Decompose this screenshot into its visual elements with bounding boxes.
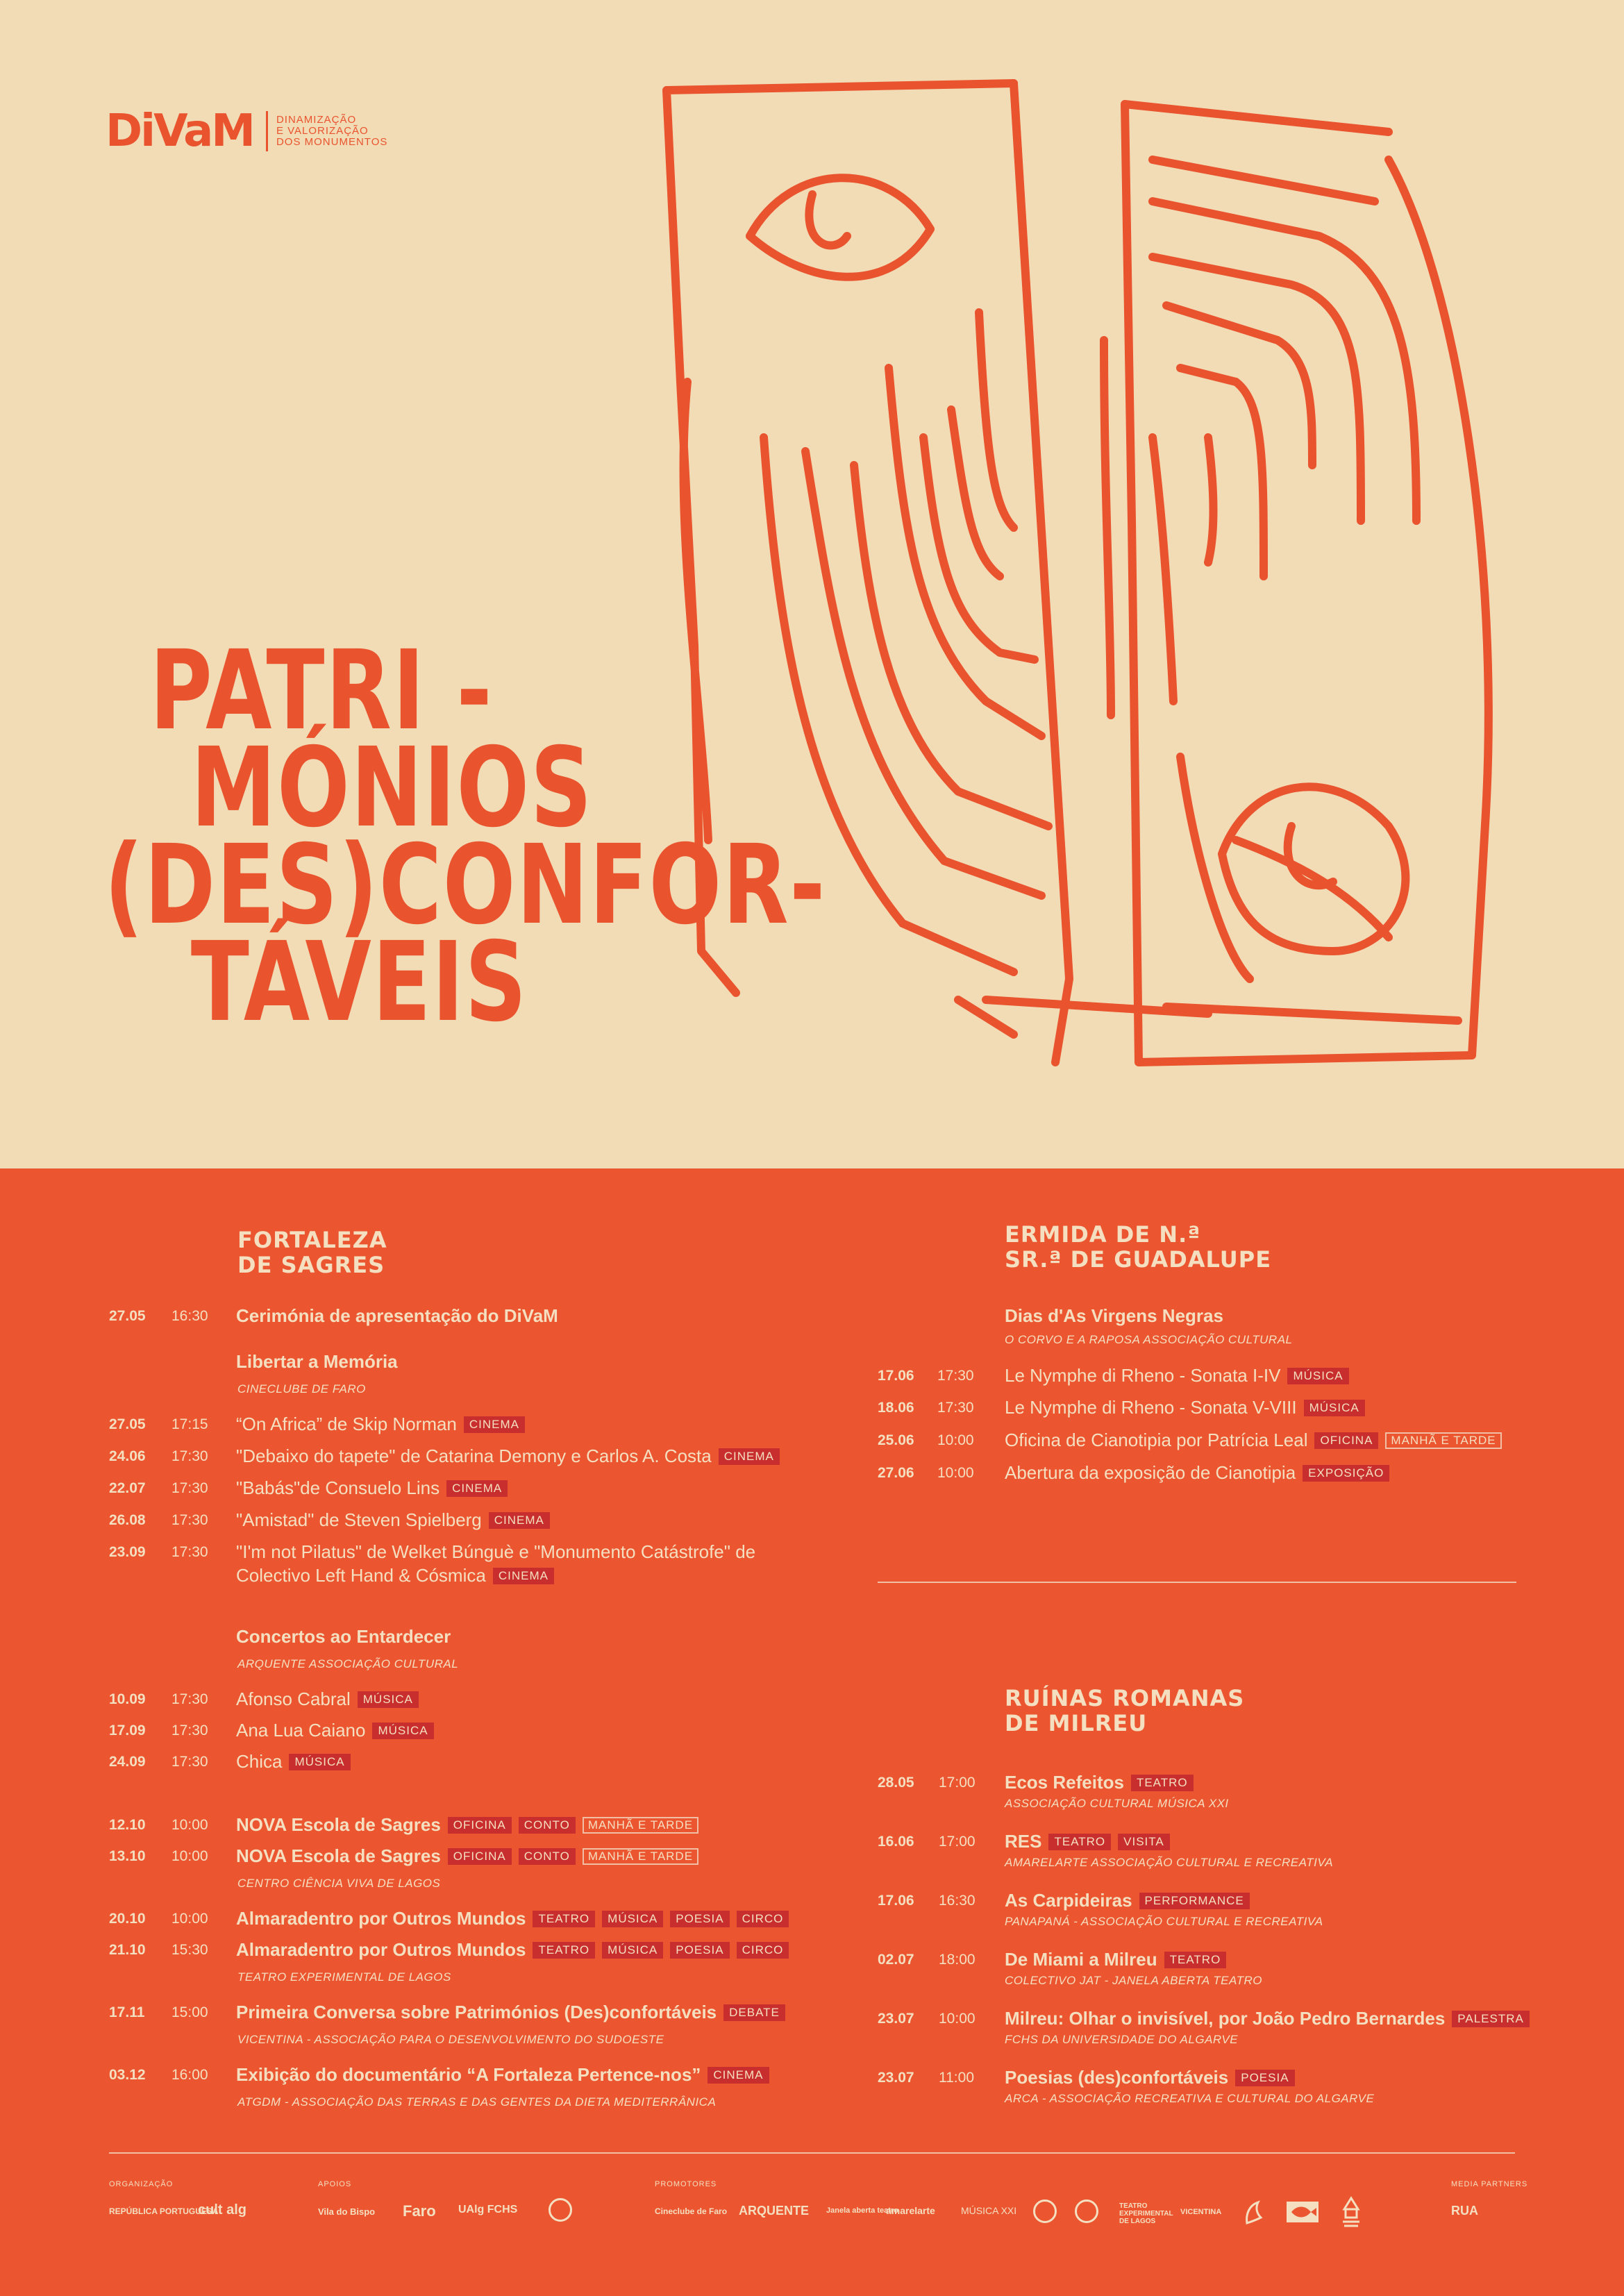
partner-badge-icon xyxy=(1075,2199,1098,2223)
event-title: Primeira Conversa sobre Patrimónios (Des)confortáveis xyxy=(236,2002,717,2022)
logo-tagline: DINAMIZAÇÃO E VALORIZAÇÃO DOS MONUMENTOS xyxy=(276,114,388,148)
event-row xyxy=(236,1751,351,1773)
bird-logo-icon xyxy=(1243,2199,1264,2226)
sagres-heading: FORTALEZA DE SAGRES xyxy=(237,1227,387,1278)
event-time: 17:00 xyxy=(939,1775,976,1791)
ualg-logo: UAlg FCHS xyxy=(458,2204,518,2215)
program-org: COLECTIVO JAT - JANELA ABERTA TEATRO xyxy=(1005,1974,1262,1987)
schedule-tag: MANHÃ E TARDE xyxy=(583,1817,698,1834)
footer-label-org: ORGANIZAÇÃO xyxy=(109,2180,174,2188)
event-time: 17:30 xyxy=(937,1400,974,1416)
program-title: Concertos ao Entardecer xyxy=(236,1626,451,1647)
event-date: 16.06 xyxy=(878,1834,914,1850)
event-date: 28.05 xyxy=(878,1775,914,1791)
event-row xyxy=(1005,1430,1502,1451)
section-divider xyxy=(878,1582,1516,1583)
janela-aberta-logo: Janela aberta teatro xyxy=(826,2206,898,2215)
vila-do-bispo-logo: Vila do Bispo xyxy=(318,2206,376,2217)
category-tag: TEATRO xyxy=(1131,1775,1194,1791)
event-title: NOVA Escola de Sagres xyxy=(236,1845,441,1866)
event-date: 02.07 xyxy=(878,1952,914,1968)
event-time: 16:00 xyxy=(171,2067,208,2083)
category-tag: CINEMA xyxy=(446,1480,508,1497)
event-row xyxy=(236,2064,769,2086)
event-date: 03.12 xyxy=(109,2067,146,2083)
event-time: 15:00 xyxy=(171,2004,208,2020)
event-row xyxy=(1005,1949,1226,1970)
event-date: 12.10 xyxy=(109,1817,146,1833)
event-time: 17:30 xyxy=(171,1754,208,1770)
footer-label-promotores: PROMOTORES xyxy=(655,2180,717,2188)
event-row xyxy=(1005,1890,1250,1911)
event-time: 16:30 xyxy=(939,1893,976,1909)
event-date: 17.06 xyxy=(878,1893,914,1909)
event-time: 17:30 xyxy=(171,1544,208,1560)
category-tag: PERFORMANCE xyxy=(1139,1893,1250,1909)
logo-divider xyxy=(266,111,268,151)
event-row xyxy=(1005,2067,1295,2088)
event-row xyxy=(236,1720,434,1741)
event-date: 27.06 xyxy=(878,1465,914,1481)
category-tag: POESIA xyxy=(1235,2070,1294,2086)
tel-logo: TEATRO EXPERIMENTAL DE LAGOS xyxy=(1119,2202,1173,2225)
divam-logo xyxy=(106,106,387,157)
category-tag: POESIA xyxy=(670,1942,729,1959)
logo-wordmark: DiVaM xyxy=(106,106,253,157)
event-time: 17:30 xyxy=(171,1723,208,1738)
event-row xyxy=(1005,2008,1530,2029)
event-row xyxy=(1005,1397,1365,1418)
event-time: 10:00 xyxy=(171,1911,208,1927)
event-row xyxy=(236,1565,554,1586)
program-org: CINECLUBE DE FARO xyxy=(237,1382,366,1396)
event-row xyxy=(236,2002,785,2023)
event-title: Exibição do documentário “A Fortaleza Pertence-nos” xyxy=(236,2064,701,2085)
event-title: Poesias (des)confortáveis xyxy=(1005,2067,1229,2088)
event-date: 27.05 xyxy=(109,1308,146,1324)
event-date: 18.06 xyxy=(878,1400,914,1416)
bird-icon xyxy=(1243,2199,1264,2226)
event-date: 22.07 xyxy=(109,1480,146,1496)
fish-icon xyxy=(1286,2201,1319,2223)
category-tag: MÚSICA xyxy=(289,1754,350,1770)
partner-badge-icon xyxy=(1033,2199,1057,2223)
event-title: RES xyxy=(1005,1831,1042,1852)
event-date: 26.08 xyxy=(109,1512,146,1528)
event-row xyxy=(1005,1462,1389,1484)
event-title: "Debaixo do tapete" de Catarina Demony e Carlos A. Costa xyxy=(236,1446,712,1466)
event-title: "Amistad" de Steven Spielberg xyxy=(236,1509,482,1530)
category-tag: CINEMA xyxy=(489,1512,550,1529)
program-org: ATGDM - ASSOCIAÇÃO DAS TERRAS E DAS GENTES DA DIETA MEDITERRÂNICA xyxy=(237,2095,717,2109)
cult-alg-logo: cult alg xyxy=(198,2202,247,2218)
event-time: 17:30 xyxy=(171,1448,208,1464)
category-tag: OFICINA xyxy=(448,1848,512,1865)
event-title: Almaradentro por Outros Mundos xyxy=(236,1908,526,1929)
category-tag: CIRCO xyxy=(737,1942,789,1959)
event-title: Ana Lua Caiano xyxy=(236,1720,366,1741)
program-org: AMARELARTE ASSOCIAÇÃO CULTURAL E RECREATIVA xyxy=(1005,1856,1334,1869)
event-row xyxy=(236,1939,789,1961)
footer-label-apoios: APOIOS xyxy=(318,2180,352,2188)
event-time: 17:00 xyxy=(939,1834,976,1850)
category-tag: MÚSICA xyxy=(372,1723,433,1739)
event-date: 17.06 xyxy=(878,1368,914,1384)
amarelarte-logo: amarelarte xyxy=(886,2205,935,2216)
event-date: 23.09 xyxy=(109,1544,146,1560)
event-title: Milreu: Olhar o invisível, por João Pedro Bernardes xyxy=(1005,2008,1446,2029)
footer-divider xyxy=(109,2152,1515,2154)
event-time: 11:00 xyxy=(939,2070,974,2086)
arquente-logo: ARQUENTE xyxy=(739,2204,810,2218)
event-time: 15:30 xyxy=(171,1942,208,1958)
event-date: 23.07 xyxy=(878,2011,914,2027)
category-tag: DEBATE xyxy=(723,2004,785,2021)
event-title: Abertura da exposição de Cianotipia xyxy=(1005,1462,1296,1483)
program-org: CENTRO CIÊNCIA VIVA DE LAGOS xyxy=(237,1877,441,1890)
event-time: 18:00 xyxy=(939,1952,976,1968)
event-row xyxy=(236,1814,698,1836)
event-row xyxy=(236,1509,550,1531)
faro-logo: Faro xyxy=(403,2202,436,2220)
badge-icon xyxy=(1033,2199,1057,2223)
event-title: Ecos Refeitos xyxy=(1005,1772,1124,1793)
event-title: Afonso Cabral xyxy=(236,1689,351,1709)
category-tag: POESIA xyxy=(670,1911,729,1927)
event-time: 10:00 xyxy=(939,2011,976,2027)
event-row xyxy=(236,1446,780,1467)
event-time: 10:00 xyxy=(937,1432,974,1448)
category-tag: TEATRO xyxy=(533,1911,595,1927)
category-tag: MÚSICA xyxy=(1287,1368,1348,1384)
event-title: Oficina de Cianotipia por Patrícia Leal xyxy=(1005,1430,1308,1450)
event-date: 20.10 xyxy=(109,1911,146,1927)
event-title: Le Nymphe di Rheno - Sonata V-VIII xyxy=(1005,1397,1297,1418)
event-time: 16:30 xyxy=(171,1308,208,1324)
event-date: 17.09 xyxy=(109,1723,146,1738)
event-date: 24.09 xyxy=(109,1754,146,1770)
badge-icon xyxy=(1075,2199,1098,2223)
milreu-heading: RUÍNAS ROMANAS DE MILREU xyxy=(1005,1685,1245,1736)
program-org: ASSOCIAÇÃO CULTURAL MÚSICA XXI xyxy=(1005,1797,1229,1810)
rua-logo: RUA xyxy=(1451,2204,1478,2218)
event-row xyxy=(236,1689,419,1710)
university-seal-icon xyxy=(549,2198,572,2222)
program-org: PANAPANÁ - ASSOCIAÇÃO CULTURAL E RECREATIVA xyxy=(1005,1915,1323,1928)
tower-logo-icon xyxy=(1339,2194,1364,2229)
event-title: "I'm not Pilatus" de Welket Búnguè e "Monumento Catástrofe" de xyxy=(236,1541,756,1562)
event-row xyxy=(1005,1772,1194,1793)
program-org: FCHS DA UNIVERSIDADE DO ALGARVE xyxy=(1005,2033,1239,2046)
event-title: “On Africa” de Skip Norman xyxy=(236,1414,457,1434)
category-tag: CINEMA xyxy=(493,1568,554,1584)
event-time: 17:30 xyxy=(171,1691,208,1707)
program-org: VICENTINA - ASSOCIAÇÃO PARA O DESENVOLVIMENTO DO SUDOESTE xyxy=(237,2033,664,2046)
category-tag: MÚSICA xyxy=(358,1691,419,1708)
event-row xyxy=(236,1414,525,1435)
event-title-cont: Colectivo Left Hand & Cósmica xyxy=(236,1565,486,1586)
event-date: 24.06 xyxy=(109,1448,146,1464)
event-date: 10.09 xyxy=(109,1691,146,1707)
category-tag: OFICINA xyxy=(1314,1432,1378,1449)
category-tag: VISITA xyxy=(1118,1834,1170,1850)
category-tag: TEATRO xyxy=(1164,1952,1227,1968)
category-tag: MÚSICA xyxy=(602,1942,663,1959)
event-date: 25.06 xyxy=(878,1432,914,1448)
event-time: 17:30 xyxy=(171,1480,208,1496)
poster-title: PATRI - MÓNIOS (DES)CONFOR- TÁVEIS xyxy=(104,627,826,1046)
schedule-tag: MANHÃ E TARDE xyxy=(583,1848,698,1865)
program-org: ARQUENTE ASSOCIAÇÃO CULTURAL xyxy=(237,1657,459,1670)
category-tag: CINEMA xyxy=(719,1448,780,1465)
event-title: Cerimónia de apresentação do DiVaM xyxy=(236,1305,558,1326)
category-tag: EXPOSIÇÃO xyxy=(1303,1465,1389,1482)
seal-icon xyxy=(549,2198,572,2222)
event-time: 17:15 xyxy=(171,1416,208,1432)
footer-label-media: MEDIA PARTNERS xyxy=(1451,2180,1528,2188)
category-tag: MÚSICA xyxy=(602,1911,663,1927)
category-tag: CONTO xyxy=(519,1817,576,1834)
event-row xyxy=(236,1908,789,1929)
program-title: Libertar a Memória xyxy=(236,1351,398,1372)
category-tag: CIRCO xyxy=(737,1911,789,1927)
event-time: 10:00 xyxy=(937,1465,974,1481)
program-org: ARCA - ASSOCIAÇÃO RECREATIVA E CULTURAL DO ALGARVE xyxy=(1005,2092,1375,2105)
event-date: 13.10 xyxy=(109,1848,146,1864)
republica-portuguesa-logo: REPÚBLICA PORTUGUESA xyxy=(109,2206,219,2216)
event-time: 17:30 xyxy=(937,1368,974,1384)
guadalupe-heading: ERMIDA DE N.ª SR.ª DE GUADALUPE xyxy=(1005,1221,1272,1273)
category-tag: CINEMA xyxy=(708,2067,769,2084)
program-title: Dias d'As Virgens Negras xyxy=(1005,1305,1223,1326)
event-row xyxy=(236,1845,698,1867)
event-date: 17.11 xyxy=(109,2004,145,2020)
event-row xyxy=(1005,1365,1349,1386)
event-date: 23.07 xyxy=(878,2070,914,2086)
event-row xyxy=(236,1477,508,1499)
fish-logo-icon xyxy=(1286,2201,1319,2223)
vicentina-logo: VICENTINA xyxy=(1180,2208,1222,2216)
event-row xyxy=(1005,1831,1170,1852)
event-title: Le Nymphe di Rheno - Sonata I-IV xyxy=(1005,1365,1281,1386)
category-tag: CINEMA xyxy=(464,1416,525,1433)
category-tag: OFICINA xyxy=(448,1817,512,1834)
event-title: De Miami a Milreu xyxy=(1005,1949,1157,1970)
category-tag: MÚSICA xyxy=(1304,1400,1365,1416)
event-title: Chica xyxy=(236,1751,283,1772)
category-tag: CONTO xyxy=(519,1848,576,1865)
event-time: 10:00 xyxy=(171,1817,208,1833)
musica-xxi-logo: MÚSICA XXI xyxy=(961,2205,1017,2216)
event-title: "Babás"de Consuelo Lins xyxy=(236,1477,440,1498)
event-title: As Carpideiras xyxy=(1005,1890,1132,1911)
category-tag: TEATRO xyxy=(1048,1834,1111,1850)
event-title: NOVA Escola de Sagres xyxy=(236,1814,441,1835)
schedule-tag: MANHÃ E TARDE xyxy=(1385,1432,1501,1449)
event-date: 21.10 xyxy=(109,1942,146,1958)
event-title: Almaradentro por Outros Mundos xyxy=(236,1939,526,1960)
tower-icon xyxy=(1339,2194,1364,2229)
category-tag: PALESTRA xyxy=(1452,2011,1530,2027)
event-time: 17:30 xyxy=(171,1512,208,1528)
category-tag: TEATRO xyxy=(533,1942,595,1959)
event-date: 27.05 xyxy=(109,1416,146,1432)
program-org: O CORVO E A RAPOSA ASSOCIAÇÃO CULTURAL xyxy=(1005,1333,1293,1346)
cineclube-logo: Cineclube de Faro xyxy=(655,2206,728,2216)
program-org: TEATRO EXPERIMENTAL DE LAGOS xyxy=(237,1970,451,1984)
event-time: 10:00 xyxy=(171,1848,208,1864)
